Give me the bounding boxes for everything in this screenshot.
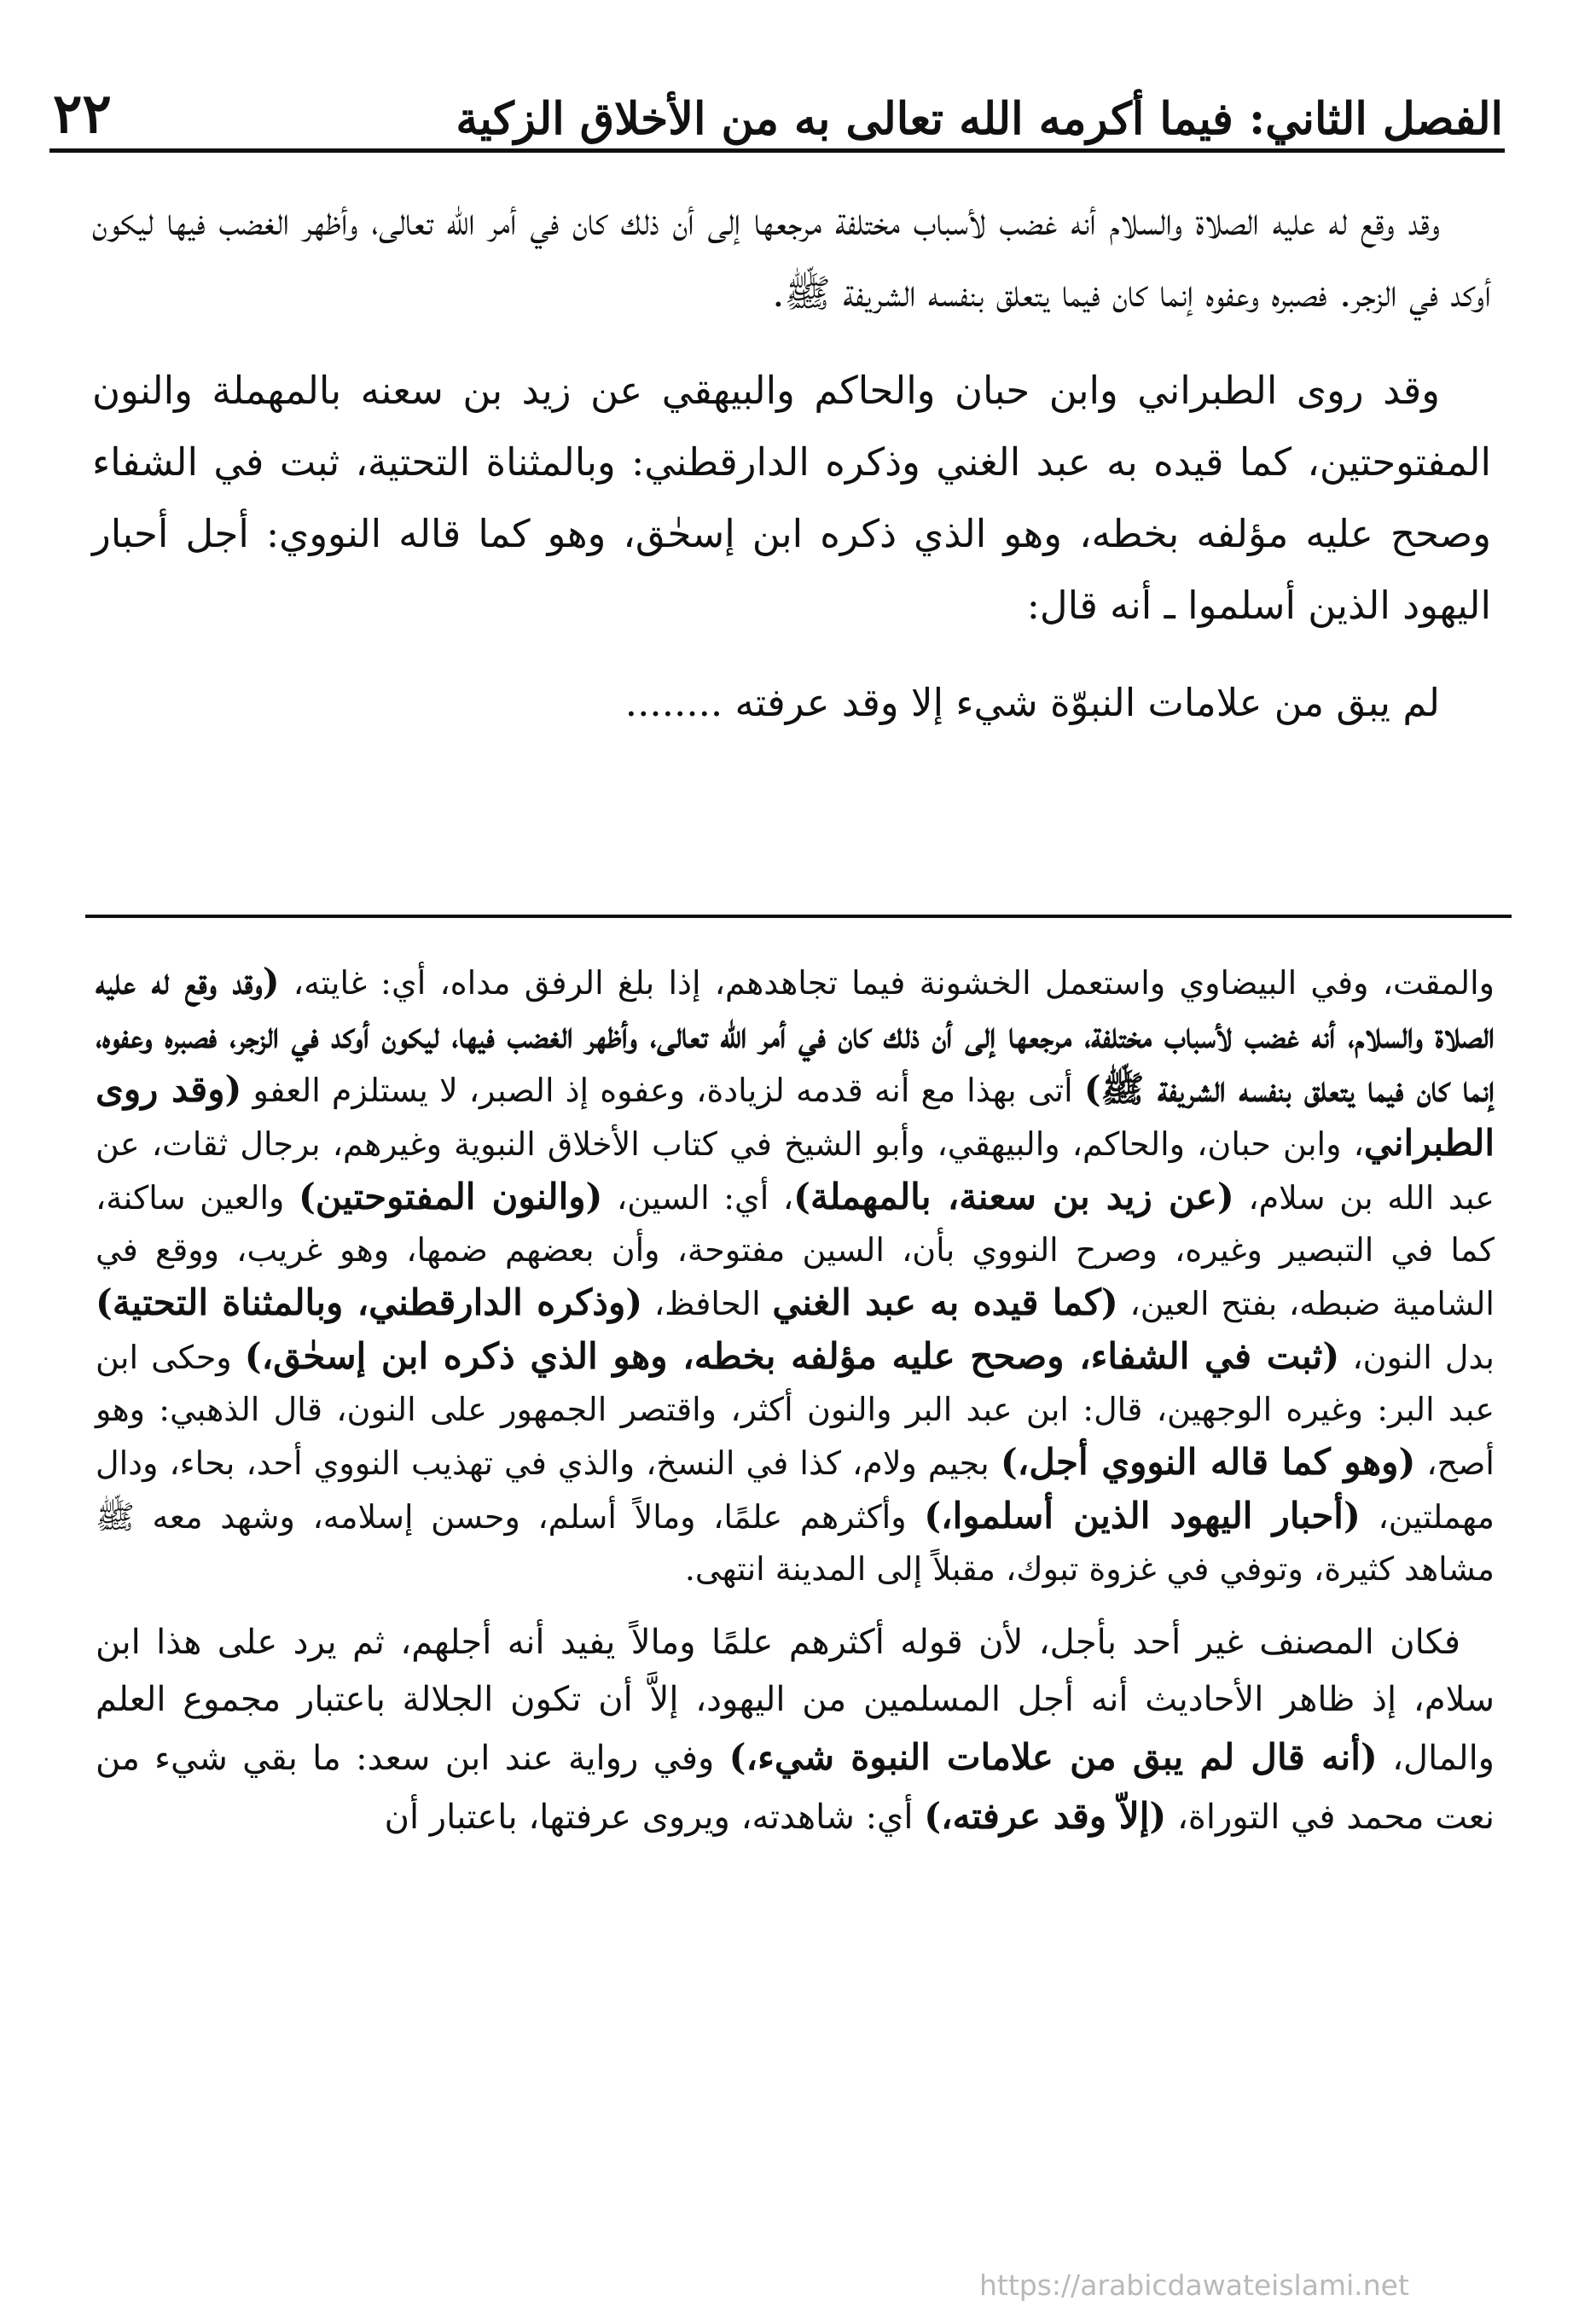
commentary-quote: (والنون المفتوحتين) xyxy=(298,1176,603,1217)
main-verse: لم يبق من علامات النبوّة شيء إلا وقد عرفته ........ xyxy=(624,680,1440,725)
commentary-quote: (وهو كما قاله النووي أجل،) xyxy=(1000,1441,1416,1483)
commentary-quote: (أنه قال لم يبق من علامات النبوة شيء،) xyxy=(728,1736,1378,1778)
main-paragraph-1: وقد وقع له عليه الصلاة والسلام أنه غضب لأسباب مختلفة مرجعها إلى أن ذلك كان في أمر الله تعالى، وأظهر الغضب فيها ليكون أوكد في الزجر. فصبره وعفوه إنما كان فيما يتعلق بنفسه الشريفة ﷺ. xyxy=(92,199,1491,316)
running-header xyxy=(53,78,1503,146)
commentary-text: والمقت، وفي البيضاوي واستعمل الخشونة فيما تجاهدهم، إذا بلغ الرفق مداه، أي: غايته، xyxy=(279,964,1495,1002)
commentary-quote: (ثبت في الشفاء، وصحح عليه مؤلفه بخطه، وهو الذي ذكره ابن إسحٰق،) xyxy=(244,1335,1340,1377)
main-paragraph-2: وقد روى الطبراني وابن حبان والحاكم والبيهقي عن زيد بن سعنه بالمهملة والنون المفتوحتين، كما قيده به عبد الغني وذكره الدارقطني: وبالمثناة التحتية، ثبت في الشفاء وصحح عليه مؤلفه بخطه، وهو الذي ذكره ابن إسحٰق، وهو كما قاله النووي: أجل أحبار اليهود الذين أسلموا ـ أنه قال: xyxy=(92,368,1491,628)
running-title: الفصل الثاني: فيما أكرمه الله تعالى به من الأخلاق الزكية xyxy=(456,93,1503,145)
commentary-text: الحافظ، xyxy=(642,1285,773,1322)
commentary-quote: (عن زيد بن سعنة، بالمهملة) xyxy=(793,1176,1234,1217)
commentary-text: فكان المصنف غير أحد بأجل، لأن قوله أكثرهم علمًا ومالاً يفيد أنه أجلهم، ثم يرد على هذا ابن سلام، إذ ظاهر الأحاديث أنه أجل المسلمين من اليهود، إلاَّ أن تكون الجلالة باعتبار مجموع العلم والمال، xyxy=(96,1623,1495,1778)
commentary-text: والعين ساكنة، كما في التبصير وغيره، وصرح النووي بأن، السين مفتوحة، وأن بعضهم ضمها، وهو غريب، ووقع في الشامية ضبطه، بفتح العين، xyxy=(96,1179,1495,1322)
commentary-quote: (وقد وقع له عليه الصلاة والسلام، أنه غضب لأسباب مختلفة، مرجعها إلى أن ذلك كان في أمر الله تعالى، وأظهر الغضب فيها، ليكون أوكد في الزجر، فصبره وعفوه، إنما كان فيما يتعلق بنفسه الشريفة ﷺ) xyxy=(96,961,1495,1110)
commentary-divider xyxy=(85,915,1512,918)
commentary-text: أي: شاهدته، ويروى عرفتها، باعتبار أن xyxy=(384,1798,925,1837)
commentary-text: ، وابن حبان، والحاكم، والبيهقي، وأبو الشيخ في كتاب الأخلاق النبوية وغيرهم، برجال ثقات، عن عبد الله بن سلام، xyxy=(96,1125,1495,1217)
commentary-text: وفي رواية عند ابن سعد: ما بقي شيء من نعت محمد في التوراة، xyxy=(96,1739,1495,1837)
commentary-text: ، أي: السين، xyxy=(602,1179,794,1217)
commentary-text: وحكى ابن عبد البر: وغيره الوجهين، قال: ابن عبد البر والنون أكثر، واقتصر الجمهور على النون، قال الذهبي: وهو أصح، xyxy=(96,1339,1495,1482)
commentary xyxy=(96,956,1495,1846)
commentary-quote: (كما قيده به عبد الغني xyxy=(772,1281,1118,1323)
watermark-url: https://arabicdawateislami.net xyxy=(979,2269,1409,2302)
commentary-quote: (وذكره الدارقطني، وبالمثناة التحتية) xyxy=(96,1281,643,1323)
main-text xyxy=(92,186,1491,764)
header-rule xyxy=(49,148,1505,153)
commentary-quote: (إلاّ وقد عرفته،) xyxy=(924,1795,1167,1837)
page-number: ٢٢ xyxy=(53,82,112,146)
commentary-quote: (أحبار اليهود الذين أسلموا،) xyxy=(924,1495,1361,1537)
commentary-paragraph-2 xyxy=(96,1614,1495,1846)
commentary-paragraph-1 xyxy=(96,956,1495,1595)
commentary-quote: (وقد روى الطبراني xyxy=(96,1068,1495,1164)
commentary-text: أتى بهذا مع أنه قدمه لزيادة، وعفوه إذ الصبر، لا يستلزم العفو xyxy=(241,1072,1084,1109)
commentary-text: بجيم ولام، كذا في النسخ، والذي في تهذيب النووي أحد، بحاء، ودال مهملتين، xyxy=(96,1444,1495,1536)
commentary-text: بدل النون، xyxy=(1339,1339,1495,1376)
commentary-text: وأكثرهم علمًا، ومالاً أسلم، وحسن إسلامه، وشهد معه ﷺ مشاهد كثيرة، وتوفي في غزوة تبوك، مقبلاً إلى المدينة انتهى. xyxy=(96,1498,1495,1588)
